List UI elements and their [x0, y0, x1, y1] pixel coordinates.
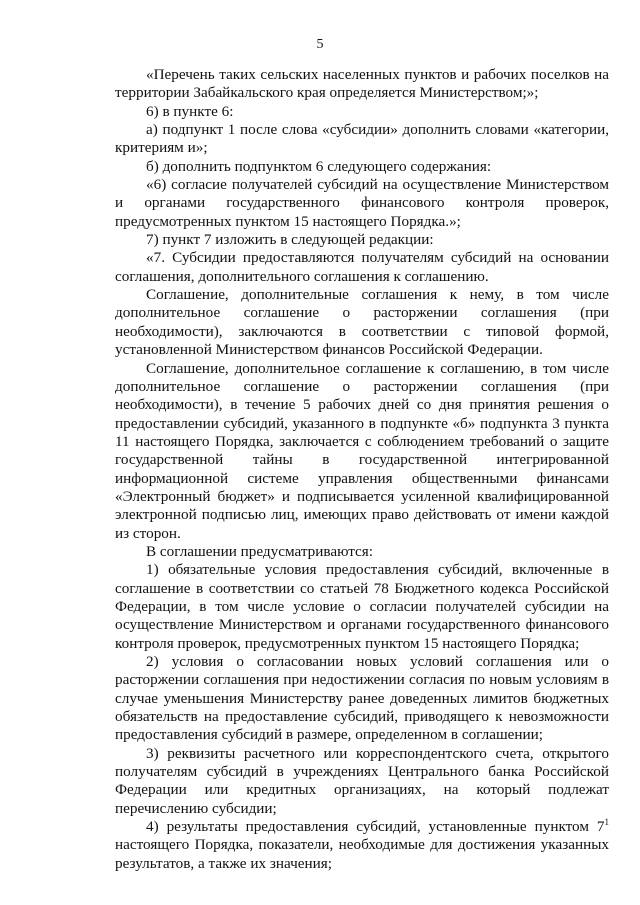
paragraph-agreement-form: Соглашение, дополнительные соглашения к нему, в том числе дополнительное соглашение о расторжении соглашения (при необходимости), заключаются в соответствии с типовой формой, установленной Министерством финансов Российской Федерации. — [115, 286, 609, 359]
paragraph-item-6a: а) подпункт 1 после слова «субсидии» дополнить словами «категории, критериям и»; — [115, 121, 609, 157]
paragraph-subitem-6-text: «6) согласие получателей субсидий на осуществление Министерством и органами государственного финансового контроля проверок, предусмотренных пунктом 15 настоящего Порядка.»; — [115, 176, 609, 230]
paragraph-perechen: «Перечень таких сельских населенных пунктов и рабочих поселков на территории Забайкальского края определяется Министерством;»; — [115, 66, 609, 102]
superscript-mark: 1 — [604, 817, 609, 828]
paragraph-list-item-1: 1) обязательные условия предоставления субсидий, включенные в соглашение в соответствии со статьей 78 Бюджетного кодекса Российской Федерации, в том числе условие о согласии получателей субсидии на осуществление Министерством и органами государственного финансового контроля проверок, предусмотренных пунктом 15 настоящего Порядка; — [115, 561, 609, 652]
paragraph-agreement-terms: Соглашение, дополнительное соглашение к соглашению, в том числе дополнительное соглашение о расторжении соглашения (при необходимости), в течение 5 рабочих дней со дня принятия решения о предоставлении субсидий, указанного в подпункте «б» подпункта 3 пункта 11 настоящего Порядка, заключается с соблюдением требований о защите государственной тайны в государственной интегрированной информационной системе управления общественными финансами «Электронный бюджет» и подписывается усиленной квалифицированной электронной подписью лиц, имеющих право действовать от имени каждой из сторон. — [115, 359, 609, 542]
paragraph-item-7: 7) пункт 7 изложить в следующей редакции: — [146, 231, 434, 249]
list-item-4-before: 4) результаты предоставления субсидий, установленные пунктом 7 — [146, 818, 605, 836]
paragraph-list-item-2: 2) условия о согласовании новых условий соглашения или о расторжении соглашения при недостижении согласия по новым условиям в случае уменьшения Министерству ранее доведенных лимитов бюджетных обязательств на предоставление субсидий, приводящего к невозможности предоставления субсидий в размере, определенном в соглашении; — [115, 653, 609, 744]
paragraph-item-6: 6) в пункте 6: — [146, 102, 234, 120]
page-number: 5 — [316, 37, 324, 52]
paragraph-agreement-provides: В соглашении предусматриваются: — [146, 542, 374, 560]
paragraph-list-item-4 — [115, 818, 609, 873]
paragraph-item-7-text: «7. Субсидии предоставляются получателям субсидий на основании соглашения, дополнительного соглашения к соглашению. — [115, 249, 609, 285]
list-item-4-after: настоящего Порядка, показатели, необходимые для достижения указанных результатов, а также их значения; — [115, 836, 609, 872]
paragraph-item-6b: б) дополнить подпунктом 6 следующего содержания: — [146, 157, 492, 175]
paragraph-list-item-3: 3) реквизиты расчетного или корреспондентского счета, открытого получателям субсидий в учреждениях Центрального банка Российской Федерации или кредитных организациях, на который подлежат перечислению субсидии; — [115, 744, 609, 817]
document-body — [115, 66, 609, 873]
